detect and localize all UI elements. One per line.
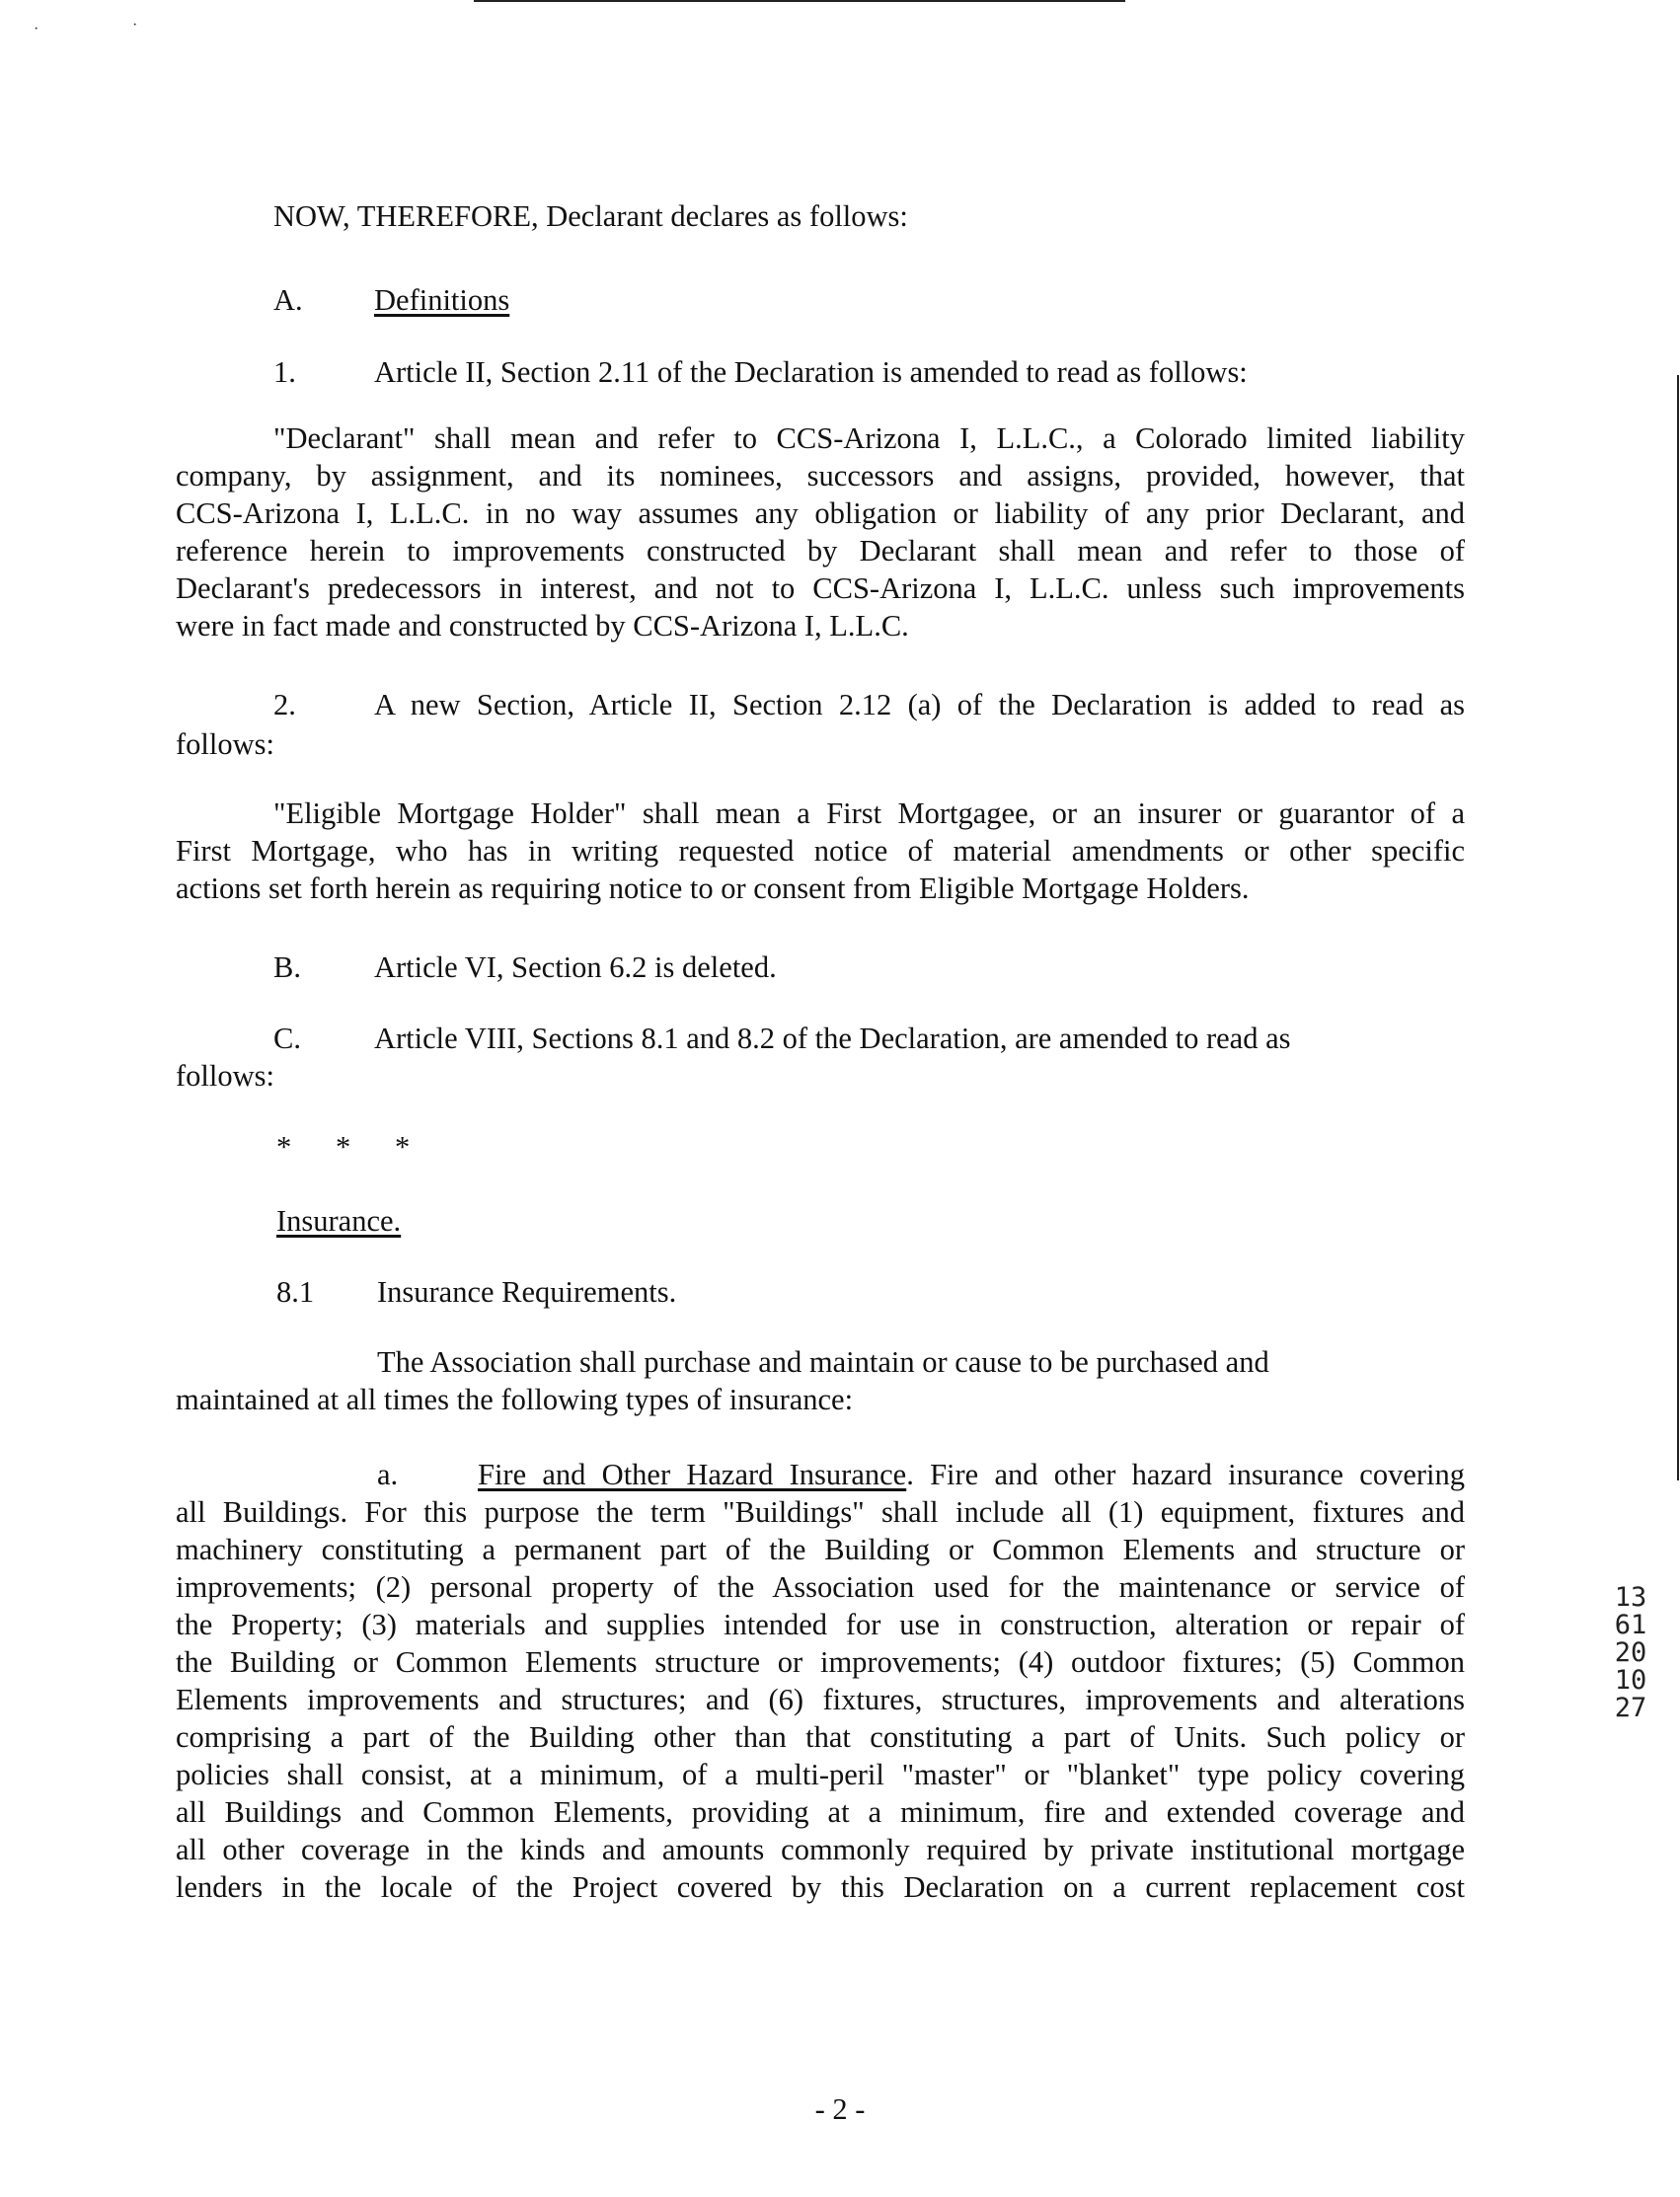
paragraph-line: "Eligible Mortgage Holder" shall mean a First Mortgagee, or an insurer or guarantor of a	[273, 796, 1465, 830]
section-a-heading	[273, 281, 509, 319]
association-line: maintained at all times the following types of insurance:	[176, 1383, 854, 1416]
item-1	[273, 353, 1248, 391]
section-8-1-marker: 8.1	[276, 1275, 315, 1309]
star: *	[336, 1130, 351, 1164]
paragraph-line: actions set forth herein as requiring notice to or consent from Eligible Mortgage Holders.	[176, 871, 1250, 905]
item-2-marker: 2.	[273, 688, 296, 721]
definitions-heading: Definitions	[374, 283, 510, 317]
paragraph-line: lenders in the locale of the Project covered by this Declaration on a current replacement cost	[176, 1870, 1465, 1904]
insurance-heading: Insurance.	[276, 1204, 402, 1238]
item-1-text: Article II, Section 2.11 of the Declaration is amended to read as follows:	[374, 355, 1248, 389]
section-c	[273, 1020, 1291, 1057]
section-c-continuation: follows:	[176, 1059, 274, 1093]
scan-speck: ·	[34, 21, 39, 38]
section-8-1	[276, 1273, 676, 1311]
right-edge-rule	[1677, 375, 1679, 1480]
paragraph-line: machinery constituting a permanent part of the Building or Common Elements and structure or	[176, 1533, 1465, 1566]
section-8-1-text: Insurance Requirements.	[377, 1275, 677, 1309]
paragraph-line: all Buildings. For this purpose the term "Buildings" shall include all (1) equipment, fixtures and	[176, 1495, 1465, 1529]
paragraph-line: all Buildings and Common Elements, providing at a minimum, fire and extended coverage and	[176, 1795, 1465, 1829]
paragraph-line: the Building or Common Elements structure or improvements; (4) outdoor fixtures; (5) Common	[176, 1645, 1465, 1679]
item-1-marker: 1.	[273, 355, 296, 389]
association-line: The Association shall purchase and maintain or cause to be purchased and	[377, 1345, 1269, 1379]
item-2-continuation: follows:	[176, 727, 274, 761]
section-b	[273, 948, 777, 986]
section-c-marker: C.	[273, 1022, 301, 1055]
paragraph-line: the Property; (3) materials and supplies intended for use in construction, alteration or repair of	[176, 1608, 1465, 1641]
paragraph-line: reference herein to improvements constructed by Declarant shall mean and refer to those of	[176, 534, 1465, 568]
paragraph-line: were in fact made and constructed by CCS-Arizona I, L.L.C.	[176, 609, 909, 643]
paragraph-line: CCS-Arizona I, L.L.C. in no way assumes any obligation or liability of any prior Declarant, and	[176, 496, 1465, 530]
section-b-marker: B.	[273, 950, 301, 984]
fire-hazard-title: Fire and Other Hazard Insurance	[478, 1458, 907, 1491]
section-a-marker: A.	[273, 283, 303, 317]
paragraph-line: comprising a part of the Building other than that constituting a part of Units. Such policy or	[176, 1720, 1465, 1754]
paragraph-line: improvements; (2) personal property of the Association used for the maintenance or service of	[176, 1570, 1465, 1604]
paragraph-line: Elements improvements and structures; and (6) fixtures, structures, improvements and alterations	[176, 1683, 1465, 1716]
scan-speck: ·	[132, 17, 138, 34]
fire-first-line	[377, 1456, 1465, 1493]
top-edge-rule	[474, 0, 1125, 2]
paragraph-line: policies shall consist, at a minimum, of a multi-peril "master" or "blanket" type policy covering	[176, 1758, 1465, 1791]
intro-line: NOW, THEREFORE, Declarant declares as follows:	[273, 199, 908, 233]
paragraph-line: company, by assignment, and its nominees, successors and assigns, provided, however, that	[176, 459, 1465, 492]
star: *	[276, 1130, 292, 1164]
fire-marker: a.	[377, 1458, 399, 1491]
fire-first-line-text	[478, 1456, 1465, 1493]
paragraph-line: "Declarant" shall mean and refer to CCS-Arizona I, L.L.C., a Colorado limited liability	[273, 421, 1465, 455]
recording-number-stamp: 1361201027	[1614, 1582, 1647, 1723]
section-break-stars	[276, 1128, 454, 1166]
paragraph-line: all other coverage in the kinds and amounts commonly required by private institutional mortgage	[176, 1833, 1465, 1866]
paragraph-line: Declarant's predecessors in interest, and not to CCS-Arizona I, L.L.C. unless such improvements	[176, 571, 1465, 605]
section-c-text: Article VIII, Sections 8.1 and 8.2 of the Declaration, are amended to read as	[374, 1022, 1291, 1055]
item-2	[273, 686, 1465, 723]
section-b-text: Article VI, Section 6.2 is deleted.	[374, 950, 777, 984]
paragraph-line: First Mortgage, who has in writing requested notice of material amendments or other specific	[176, 834, 1465, 868]
page-number: - 2 -	[814, 2092, 866, 2126]
item-2-text: A new Section, Article II, Section 2.12 (a) of the Declaration is added to read as	[374, 688, 1465, 721]
fire-first-line-rest: . Fire and other hazard insurance covering	[906, 1458, 1465, 1491]
star: *	[395, 1130, 411, 1164]
